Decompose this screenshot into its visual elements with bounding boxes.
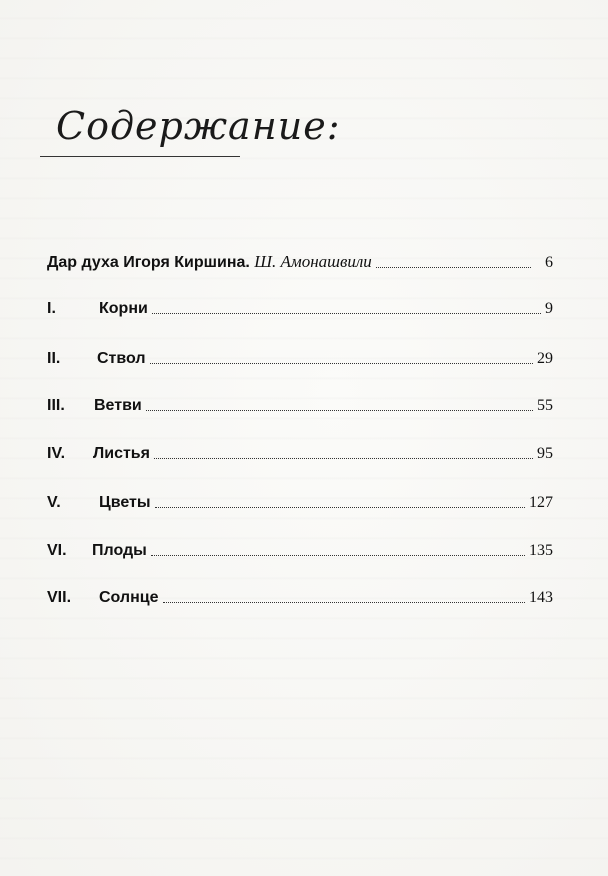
toc-entry-title: Ветви <box>94 397 142 414</box>
toc-entry-page: 55 <box>537 397 553 414</box>
dot-leader <box>151 555 525 556</box>
toc-entry-page: 135 <box>529 542 553 559</box>
toc-entry-page: 9 <box>545 300 553 317</box>
toc-entry[interactable] <box>47 490 553 512</box>
dot-leader <box>152 313 541 314</box>
toc-entry[interactable] <box>47 346 553 368</box>
toc-entry-title: Плоды <box>92 542 147 559</box>
toc-entry-numeral: VII. <box>47 589 72 606</box>
dot-leader <box>155 507 526 508</box>
toc-entry-title: Цветы <box>99 494 151 511</box>
toc-entry-numeral: IV. <box>47 445 66 462</box>
dot-leader <box>146 410 533 411</box>
toc-entry-numeral: III. <box>47 397 65 414</box>
toc-entry-numeral: I. <box>47 300 56 317</box>
contents-heading: Содержание: <box>56 104 341 148</box>
toc-entry-title: Дар духа Игоря Киршина. Ш. Амонашвили <box>47 252 372 271</box>
dot-leader <box>154 458 533 459</box>
toc-entry-page: 127 <box>529 494 553 511</box>
toc-entry-title: Ствол <box>97 350 146 367</box>
dot-leader <box>163 602 526 603</box>
toc-entry[interactable] <box>47 538 553 560</box>
toc-entry-numeral: VI. <box>47 542 67 559</box>
toc-entry[interactable] <box>47 393 553 415</box>
toc-entry-title: Листья <box>93 445 150 462</box>
toc-entry-numeral: V. <box>47 494 61 511</box>
toc-entry-page: 143 <box>529 589 553 606</box>
toc-entry[interactable] <box>47 585 553 607</box>
toc-entry[interactable] <box>47 250 553 272</box>
heading-underline <box>40 156 240 157</box>
toc-entry-numeral: II. <box>47 350 61 367</box>
toc-entry-page: 29 <box>537 350 553 367</box>
toc-entry-title: Солнце <box>99 589 159 606</box>
toc-entry-author: Ш. Амонашвили <box>254 252 372 271</box>
toc-entry[interactable] <box>47 441 553 463</box>
toc-entry-page: 95 <box>537 445 553 462</box>
toc-entry-page: 6 <box>545 254 553 271</box>
toc-entry[interactable] <box>47 296 553 318</box>
dot-leader <box>150 363 533 364</box>
toc-entry-title: Корни <box>99 300 148 317</box>
dot-leader <box>376 267 531 268</box>
